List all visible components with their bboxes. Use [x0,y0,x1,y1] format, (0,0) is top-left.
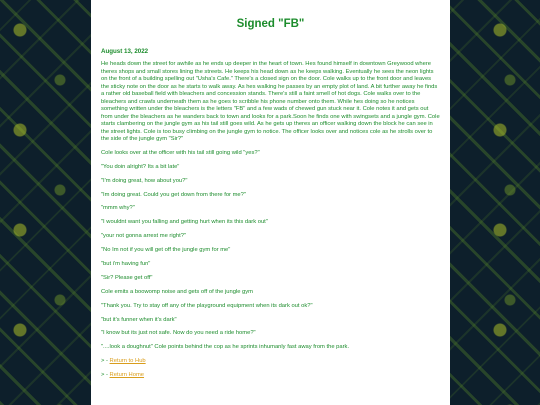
story-body [101,61,440,352]
story-paragraph: "No Im not if you will get off the jungle gym for me" [101,247,231,254]
story-paragraph: "I wouldnt want you falling and getting hurt when its this dark out" [101,219,268,226]
content-panel [91,0,450,405]
nav-links [101,358,440,379]
story-paragraph: "....look a doughnut" Cole points behind the cop as he sprints inhumanly fast away from the park. [101,344,350,351]
nav-item-home [101,372,440,380]
story-paragraph: Cole looks over at the officer with his tail still going wild "yes?" [101,149,260,156]
post-date: August 13, 2022 [101,48,149,55]
nav-prefix: > - [101,372,110,379]
story-paragraph: Cole emits a boowomp noise and gets off of the jungle gym [101,288,253,295]
page-title: Signed "FB" [236,18,305,30]
story-paragraph: "Im doing great. Could you get down from there for me?" [101,191,246,198]
return-home-link[interactable]: Return Home [109,372,145,379]
story-paragraph: "your not gonna arrest me right?" [101,233,186,240]
nav-item-hub [101,358,440,366]
return-to-hub-link[interactable]: Return to Hub [109,358,146,365]
story-paragraph: He heads down the street for awhile as he ends up deeper in the heart of town. Hes found himself in downtown Greywood where theres shops and small stores lining the streets. He keeps his head down as he keeps walking. Eventually he sees the neon lights on the front of a building spelling out "Usha's Cafe." There's a closed sign on the door. Cole walks up to the front door and leaves the sticky note on the door as he starts to walk away. As hes walking he passes by an empty plot of land. A bit further away he finds a rather old baseball field with bleachers and concession stands. There's still a faint smell of hot dogs. Cole walks over to the bleachers and crawls underneath them as he goes to scribble his phone number onto them. While hes doing so he notices something written under the bleachers is the letters "FB" and a few wads of chewed gun stuck near it. Cole notes it and gets out from under the bleachers as he wanders back to town and looks for a park.Soon he finds one with swingsets and a jungle gym. Cole starts clambering on the jungle gym as his tail still goes wild. As he gets up theres an officer walking down the block he can see in the street lights. Cole is too busy climbing on the jungle gym to notice. The officer looks over and notices cole as he strolls over to the side of the jungle gym "Sir?" [101,61,440,142]
story-paragraph: "Thank you. Try to stay off any of the playground equipment when its dark out ok?" [101,302,313,309]
story-paragraph: "but i'm having fun" [101,261,151,268]
story-paragraph: "Sir? Please get off" [101,274,153,281]
story-paragraph: "You doin alright? Its a bit late" [101,163,180,170]
story-paragraph: "mmm why?" [101,205,135,212]
story-paragraph: "I know but its just not safe. Now do you need a ride home?" [101,330,256,337]
story-paragraph: "I'm doing great, how about you?" [101,177,188,184]
story-paragraph: "but it's funner when it's dark" [101,316,177,323]
nav-prefix: > - [101,358,110,365]
